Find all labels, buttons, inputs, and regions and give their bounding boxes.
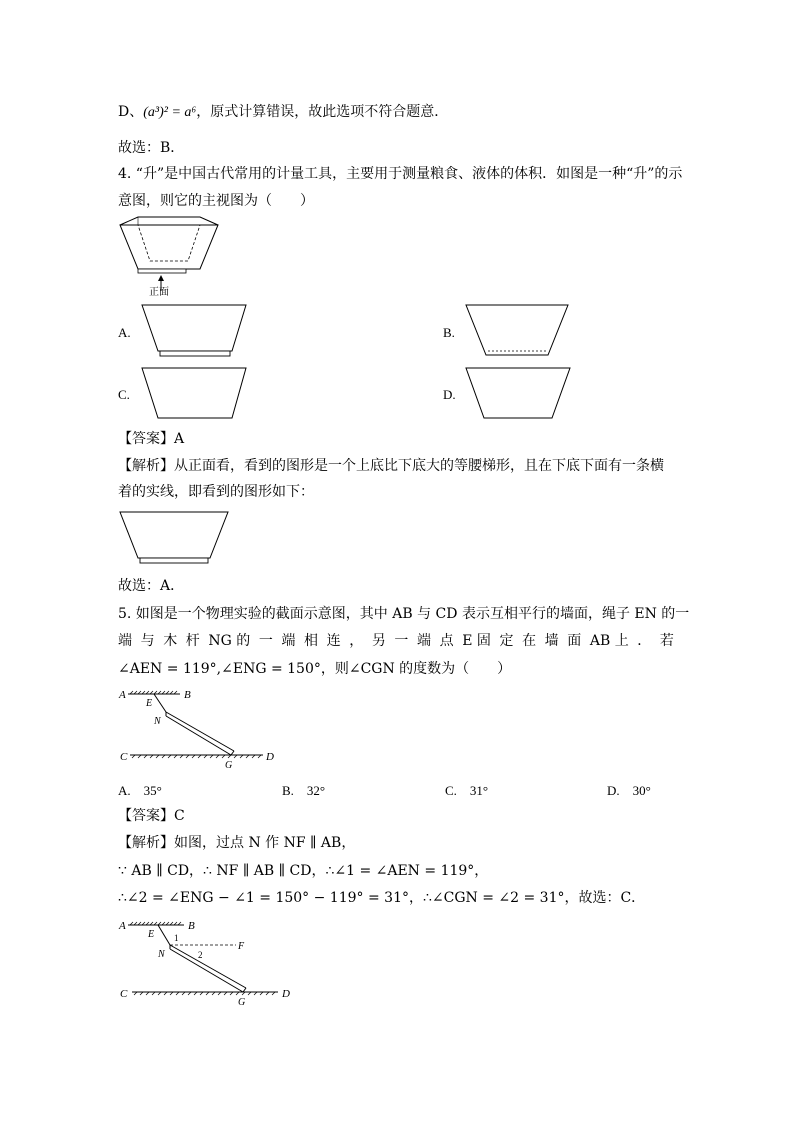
q4-option-b-label: B. — [443, 325, 455, 340]
q3-d-formula-lhs: (a³)² — [143, 105, 168, 120]
label-g: G — [225, 760, 233, 771]
label-f: F — [238, 941, 245, 952]
label-e: E — [148, 929, 155, 940]
q5-word: 连 — [326, 633, 341, 649]
q5-word: 端 — [118, 633, 132, 649]
q5-analysis-line1: 【解析】如图，过点 N 作 NF ∥ AB， — [118, 835, 356, 851]
q5-word: NG 的 — [208, 633, 251, 649]
label-d: D — [266, 751, 274, 763]
q4-option-a-figure — [140, 303, 250, 361]
q5-word: 木 — [163, 633, 178, 649]
q5-figure — [118, 684, 288, 770]
q3-d-text: ，原式计算错误，故此选项不符合题意． — [196, 104, 449, 120]
q5-option-a: A. 35° — [118, 783, 162, 798]
q5-stem-line3: ∠AEN = 119°,∠ENG = 150°，则∠CGN 的度数为（ ） — [118, 661, 512, 677]
q5-word: 一 — [394, 633, 409, 649]
q5-word: 在 — [522, 633, 537, 649]
label-b: B — [184, 689, 191, 701]
q5-word: 另 — [371, 633, 386, 649]
q5-word: 墙 — [544, 633, 559, 649]
q3-d-prefix: D、 — [118, 104, 144, 120]
label-c: C — [120, 988, 128, 1000]
q5-option-d: D. 30° — [607, 783, 651, 798]
q4-option-d-label: D. — [443, 387, 456, 402]
front-label: 正面 — [149, 287, 169, 298]
q3-answer: 故选：B． — [118, 140, 185, 156]
q5-word: 与 — [140, 633, 155, 649]
q5-word: ， — [349, 633, 364, 649]
label-c: C — [120, 751, 128, 763]
q5-answer: 【答案】C — [118, 808, 185, 824]
label-d: D — [282, 988, 290, 1000]
q4-sheng-figure — [118, 215, 238, 300]
q5-option-c: C. 31° — [445, 783, 489, 798]
q4-stem-line2: 意图，则它的主视图为（ ） — [118, 193, 314, 209]
label-a: A — [119, 689, 126, 701]
label-n: N — [154, 716, 161, 727]
q5-word: 端 — [417, 633, 432, 649]
label-b: B — [188, 920, 195, 932]
q5-word: E 固 — [462, 633, 491, 649]
q5-word: AB 上 — [589, 633, 629, 649]
q5-word: 一 — [258, 633, 273, 649]
q5-word: 点 — [439, 633, 454, 649]
q4-conclusion: 故选：A． — [118, 578, 185, 594]
angle-1-label: 1 — [174, 933, 179, 943]
q5-option-b: B. 32° — [282, 783, 326, 798]
q5-analysis-figure — [118, 915, 303, 1007]
q4-analysis-line2: 着的实线，即看到的图形如下： — [118, 484, 314, 500]
q4-option-d-figure — [464, 366, 574, 424]
q5-word: 定 — [499, 633, 514, 649]
q5-word: 杆 — [185, 633, 200, 649]
q4-option-a-label: A. — [118, 325, 131, 340]
label-g: G — [238, 997, 246, 1008]
q4-analysis-line1: 【解析】从正面看，看到的图形是一个上底比下底大的等腰梯形，且在下底下面有一条横 — [118, 458, 664, 474]
label-a: A — [119, 920, 126, 932]
q5-stem-line2 — [118, 631, 674, 651]
q4-option-c-label: C. — [118, 387, 130, 402]
label-e: E — [146, 698, 153, 709]
q5-word: 若 — [659, 633, 674, 649]
q4-stem-line1: 4. “升”是中国古代常用的计量工具，主要用于测量粮食、液体的体积．如图是一种“升”的示 — [118, 166, 683, 182]
q5-word: 面 — [567, 633, 582, 649]
q5-word: 相 — [304, 633, 319, 649]
label-n: N — [158, 949, 165, 960]
q5-analysis-line2: ∵ AB ∥ CD，∴ NF ∥ AB ∥ CD，∴∠1 = ∠AEN = 119°， — [118, 863, 489, 879]
q4-option-c-figure — [140, 366, 250, 424]
q5-word: ． — [637, 633, 652, 649]
q3-option-d — [118, 102, 448, 123]
q5-analysis-line3: ∴∠2 = ∠ENG − ∠1 = 150° − 119° = 31°，∴∠CGN = ∠2 = 31°，故选：C． — [118, 890, 646, 906]
q3-d-formula-rhs: = a⁶ — [167, 105, 197, 120]
angle-2-label: 2 — [198, 950, 203, 960]
q4-answer-figure — [118, 510, 233, 568]
q5-word: 端 — [281, 633, 296, 649]
q5-stem-line1: 5. 如图是一个物理实验的截面示意图，其中 AB 与 CD 表示互相平行的墙面，绳子 EN 的一 — [118, 606, 690, 622]
q4-answer: 【答案】A — [118, 431, 185, 447]
q4-option-b-figure — [464, 303, 574, 361]
